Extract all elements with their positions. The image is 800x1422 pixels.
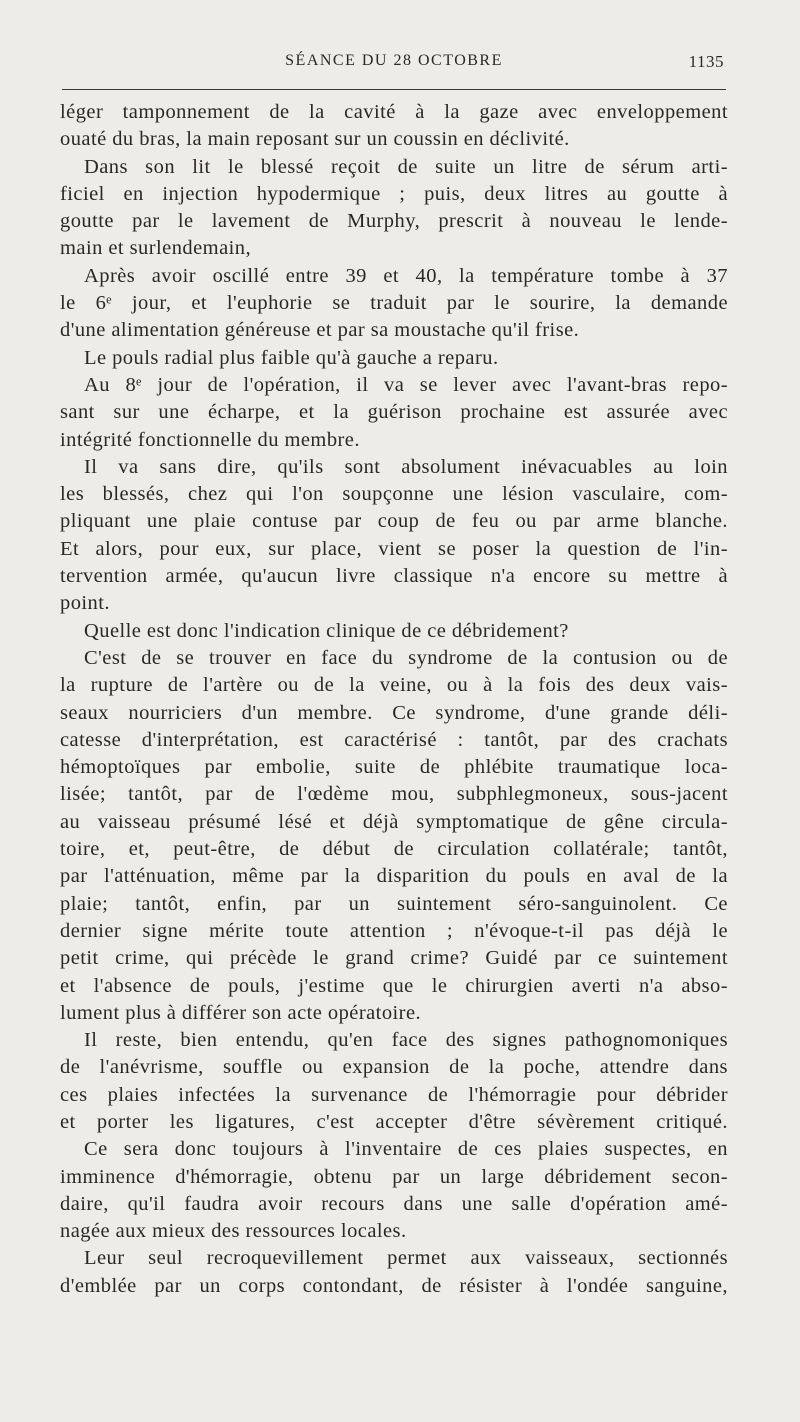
text-line: pliquant une plaie contuse par coup de feu ou par arme blanche. (60, 510, 728, 533)
text-line: ficiel en injection hypodermique ; puis, deux litres au goutte à (60, 182, 728, 205)
text-line: main et surlendemain, (60, 237, 252, 260)
text-line: Ce sera donc toujours à l'inventaire de ces plaies suspectes, en (84, 1138, 728, 1161)
text-line: de l'anévrisme, souffle ou expansion de la poche, attendre dans (60, 1056, 728, 1079)
body-text (60, 99, 728, 1300)
text-line: Après avoir oscillé entre 39 et 40, la température tombe à 37 (84, 264, 728, 287)
text-line: Et alors, pour eux, sur place, vient se poser la question de l'in- (60, 537, 728, 560)
text-line: lument plus à différer son acte opératoire. (60, 1001, 422, 1024)
text-line: Il va sans dire, qu'ils sont absolument inévacuables au loin (84, 455, 728, 478)
text-line: intégrité fonctionnelle du membre. (60, 428, 360, 451)
page-number: 1135 (688, 52, 724, 71)
text-line: et porter les ligatures, c'est accepter d'être sévèrement critiqué. (60, 1110, 728, 1133)
text-line: par l'atténuation, même par la disparition du pouls en aval de la (60, 865, 728, 888)
text-line: tervention armée, qu'aucun livre classique n'a encore su mettre à (60, 565, 728, 588)
text-line: au vaisseau présumé lésé et déjà symptomatique de gêne circula- (60, 810, 728, 833)
text-line: sant sur une écharpe, et la guérison prochaine est assurée avec (60, 401, 728, 424)
text-line: et l'absence de pouls, j'estime que le chirurgien averti n'a abso- (60, 974, 728, 997)
text-line: Au 8ᵉ jour de l'opération, il va se lever avec l'avant-bras repo- (84, 373, 728, 396)
text-line: léger tamponnement de la cavité à la gaze avec enveloppement (60, 101, 728, 123)
text-line: Le pouls radial plus faible qu'à gauche a reparu. (84, 346, 499, 369)
text-line: ces plaies infectées la survenance de l'hémorragie pour débrider (60, 1083, 728, 1106)
header-rule (62, 89, 726, 90)
text-line: catesse d'interprétation, est caractérisé : tantôt, par des crachats (60, 728, 728, 751)
text-line: Quelle est donc l'indication clinique de ce débridement? (84, 619, 569, 642)
text-line: Leur seul recroquevillement permet aux vaisseaux, sectionnés (84, 1247, 728, 1270)
text-line: d'emblée par un corps contondant, de résister à l'ondée sanguine, (60, 1274, 728, 1297)
text-line: le 6ᵉ jour, et l'euphorie se traduit par le sourire, la demande (60, 292, 728, 315)
text-line: dernier signe mérite toute attention ; n'évoque-t-il pas déjà le (60, 919, 728, 942)
text-line: ouaté du bras, la main reposant sur un coussin en déclivité. (60, 128, 570, 151)
text-line: imminence d'hémorragie, obtenu par un large débridement secon- (60, 1165, 728, 1188)
text-line: daire, qu'il faudra avoir recours dans une salle d'opération amé- (60, 1192, 728, 1215)
text-line: nagée aux mieux des ressources locales. (60, 1220, 407, 1243)
text-line: plaie; tantôt, enfin, par un suintement séro-sanguinolent. Ce (60, 892, 728, 915)
text-line: toire, et, peut-être, de début de circulation collatérale; tantôt, (60, 838, 728, 861)
text-line: seaux nourriciers d'un membre. Ce syndrome, d'une grande déli- (60, 701, 728, 724)
text-line: la rupture de l'artère ou de la veine, ou à la fois des deux vais- (60, 674, 728, 697)
text-line: point. (60, 592, 110, 615)
page-header (60, 52, 728, 78)
text-line: d'une alimentation généreuse et par sa moustache qu'il frise. (60, 319, 580, 342)
text-line: les blessés, chez qui l'on soupçonne une lésion vasculaire, com- (60, 483, 728, 506)
text-line: hémoptoïques par embolie, suite de phlébite traumatique loca- (60, 756, 728, 779)
text-line: C'est de se trouver en face du syndrome de la contusion ou de (84, 646, 728, 669)
text-line: lisée; tantôt, par de l'œdème mou, subphlegmoneux, sous-jacent (60, 783, 728, 806)
text-line: Dans son lit le blessé reçoit de suite un litre de sérum arti- (84, 155, 728, 178)
text-line: goutte par le lavement de Murphy, prescrit à nouveau le lende- (60, 210, 728, 233)
text-line: petit crime, qui précède le grand crime? Guidé par ce suintement (60, 947, 728, 970)
running-head: SÉANCE DU 28 OCTOBRE (285, 52, 503, 69)
text-line: Il reste, bien entendu, qu'en face des signes pathognomoniques (84, 1029, 728, 1052)
